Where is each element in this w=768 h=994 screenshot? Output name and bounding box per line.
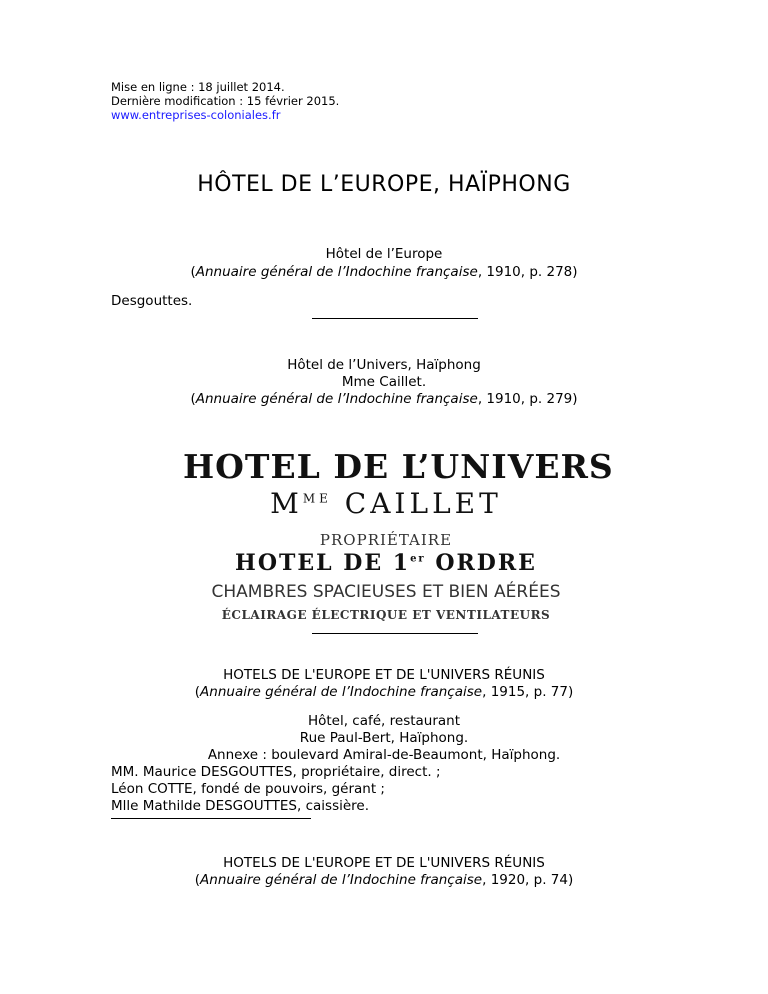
advert-rooms: CHAMBRES SPACIEUSES ET BIEN AÉRÉES: [211, 582, 561, 602]
section2-heading: Hôtel de l’Univers, Haïphong: [287, 357, 481, 373]
section3-line: Rue Paul-Bert, Haïphong.: [299, 730, 469, 746]
online-date: Mise en ligne : 18 juillet 2014.: [111, 80, 285, 94]
site-link[interactable]: www.entreprises-coloniales.fr: [111, 108, 281, 122]
advert-owner: $M^{ME}$ CAILLET: [270, 487, 502, 520]
section3-person: Mlle Mathilde DESGOUTTES, caissière.: [111, 798, 370, 814]
section1-body: Desgouttes.: [111, 293, 193, 309]
section3-heading: HOTELS DE L'EUROPE ET DE L'UNIVERS RÉUNIS: [223, 667, 545, 683]
divider: [312, 633, 478, 634]
advert-class: HOTEL DE 1er ORDRE: [235, 550, 537, 576]
section3-source: (Annuaire général de l’Indochine française, 1915, p. 77): [194, 684, 574, 700]
advert-hotel-name: HOTEL DE L’UNIVERS: [183, 447, 614, 486]
section4-heading: HOTELS DE L'EUROPE ET DE L'UNIVERS RÉUNIS: [223, 855, 545, 871]
divider: [111, 818, 311, 819]
hotel-advert: [183, 420, 614, 630]
section2-subheading: Mme Caillet.: [341, 374, 427, 390]
section1-source: (Annuaire général de l’Indochine française, 1910, p. 278): [190, 264, 578, 280]
section2-source: (Annuaire général de l’Indochine française, 1910, p. 279): [190, 391, 578, 407]
advert-lighting: ÉCLAIRAGE ÉLECTRIQUE ET VENTILATEURS: [221, 608, 551, 622]
section3-line: Hôtel, café, restaurant: [307, 713, 461, 729]
section3-person: MM. Maurice DESGOUTTES, propriétaire, direct. ;: [111, 764, 441, 780]
section3-person: Léon COTTE, fondé de pouvoirs, gérant ;: [111, 781, 385, 797]
modified-date: Dernière modification : 15 février 2015.: [111, 94, 340, 108]
section3-line: Annexe : boulevard Amiral-de-Beaumont, Haïphong.: [207, 747, 561, 763]
divider: [312, 318, 478, 319]
section4-source: (Annuaire général de l’Indochine française, 1920, p. 74): [194, 872, 574, 888]
advert-proprietaire: PROPRIÉTAIRE: [319, 531, 453, 549]
section1-heading: Hôtel de l’Europe: [325, 246, 443, 262]
page-title: HÔTEL DE L’EUROPE, HAÏPHONG: [197, 172, 571, 197]
